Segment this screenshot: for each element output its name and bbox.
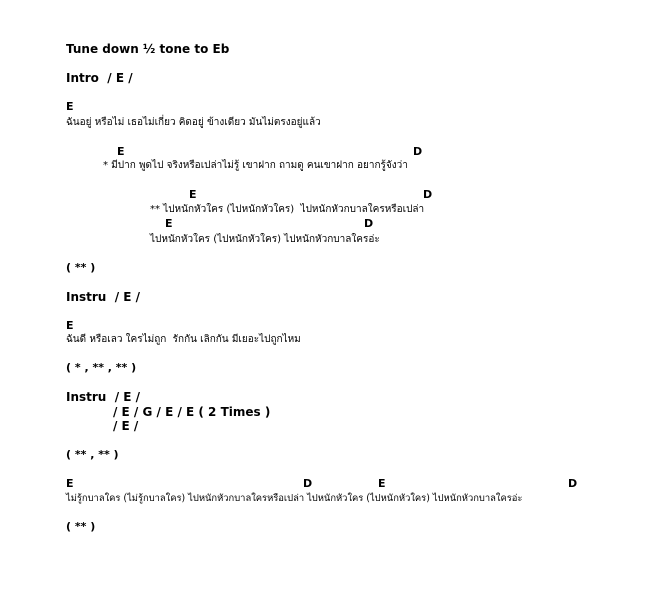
repeat-marker-4: ( ** ) — [66, 520, 96, 533]
outro-chord-e1: E — [66, 477, 74, 490]
intro-line: Intro / E / — [66, 71, 133, 85]
chorus-line1-chord-d: D — [423, 188, 433, 201]
verse1-chord-e: E — [66, 100, 74, 113]
tuning-note: Tune down ½ tone to Eb — [66, 42, 230, 56]
pre-chorus-lyric: * มีปาก พูดไป จริงหรือเปล่าไม่รู้ เขาฝาก ถามดู คนเขาฝาก อยากรู้จังว่า — [103, 160, 408, 171]
outro-chord-e2: E — [378, 477, 386, 490]
pre-chorus-chord-e: E — [117, 145, 125, 158]
repeat-marker-3: ( ** , ** ) — [66, 448, 119, 461]
verse2-chord-e: E — [66, 319, 74, 332]
chorus-line1-chord-e: E — [189, 188, 197, 201]
outro-chord-d2: D — [568, 477, 578, 490]
chorus-line2-lyric: ไปหนักหัวใคร (ไปหนักหัวใคร) ไปหนักหัวกบาลใครอ่ะ — [150, 234, 380, 245]
instru-line-2a: Instru / E / — [66, 390, 141, 404]
verse2-lyric: ฉันดี หรือเลว ใครไม่ถูก รักกัน เลิกกัน มีเยอะไปถูกไหม — [66, 334, 301, 345]
instru-line-2b: / E / G / E / E ( 2 Times ) — [113, 405, 271, 419]
verse1-lyric: ฉันอยู่ หรือไม่ เธอไม่เกี่ยว คิดอยู่ ข้างเดียว มันไม่ตรงอยู่แล้ว — [66, 117, 321, 128]
instru-line-1: Instru / E / — [66, 290, 141, 304]
instru-line-2c: / E / — [113, 419, 139, 433]
chorus-line2-chord-d: D — [364, 217, 374, 230]
repeat-marker-1: ( ** ) — [66, 261, 96, 274]
repeat-marker-2: ( * , ** , ** ) — [66, 361, 137, 374]
chorus-line2-chord-e: E — [165, 217, 173, 230]
outro-lyric: ไม่รู้กบาลใคร (ไม่รู้กบาลใคร) ไปหนักหัวกบาลใครหรือเปล่า ไปหนักหัวใคร (ไปหนักหัวใคร) ไปหนักหัวกบาลใครอ่ะ — [66, 493, 523, 504]
chorus-line1-lyric: ** ไปหนักหัวใคร (ไปหนักหัวใคร) ไปหนักหัวกบาลใครหรือเปล่า — [150, 204, 425, 215]
pre-chorus-chord-d: D — [413, 145, 423, 158]
outro-chord-d1: D — [303, 477, 313, 490]
